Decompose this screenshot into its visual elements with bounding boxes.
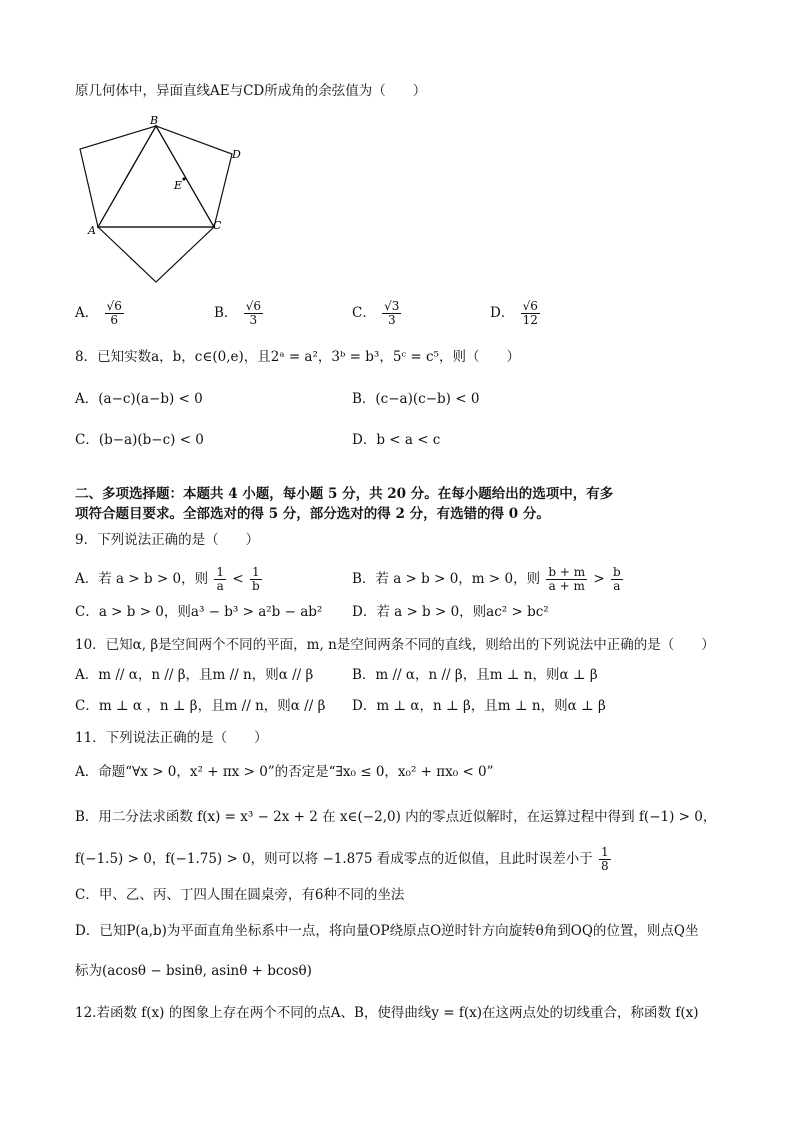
q9-option-b[interactable] xyxy=(352,566,625,593)
point-e xyxy=(182,177,185,180)
fraction: $\frac{√3}{3}$ xyxy=(384,299,400,327)
q10-option-b[interactable]: B．m // α，n // β，且m ⊥ n，则α ⊥ β xyxy=(352,667,598,683)
q11-option-b[interactable]: B．用二分法求函数 f(x) = x³ − 2x + 2 在 x∈(−2,0) 内的零点近似解时，在运算过程中得到 f(−1) > 0， xyxy=(75,809,717,825)
option-key: B． xyxy=(214,305,238,321)
q9-option-c[interactable]: C．a > b > 0，则a³ − b³ > a²b − ab² xyxy=(75,604,323,620)
q8-option-b[interactable]: B．(c−a)(c−b) < 0 xyxy=(352,391,480,407)
q7-option-a[interactable] xyxy=(75,300,126,327)
option-text: f(−1.5) > 0，f(−1.75) > 0，则可以将 −1.875 看成零点的近似值，且此时误差小于 xyxy=(75,851,593,867)
q8-option-a[interactable]: A．(a−c)(a−b) < 0 xyxy=(75,391,203,407)
q11-option-c[interactable]: C．甲、乙、丙、丁四人围在圆桌旁，有6种不同的坐法 xyxy=(75,887,405,903)
q10-option-a[interactable]: A．m // α，n // β，且m // n，则α // β xyxy=(75,667,314,683)
option-key: D． xyxy=(490,305,515,321)
option-text: A．若 a > b > 0，则 xyxy=(75,571,209,587)
operator: < xyxy=(232,571,244,587)
right-face xyxy=(156,126,232,227)
label-c: C xyxy=(213,219,222,232)
option-text: B．若 a > b > 0，m > 0，则 xyxy=(352,571,541,587)
fraction: $\frac{1}{a}$ xyxy=(216,565,225,593)
q9-option-d[interactable]: D．若 a > b > 0，则ac² > bc² xyxy=(352,604,549,620)
q11-option-b-cont xyxy=(75,846,613,873)
label-b: B xyxy=(150,114,159,127)
bottom-face xyxy=(98,227,214,282)
q7-option-b[interactable] xyxy=(214,300,265,327)
option-key: C． xyxy=(352,305,376,321)
operator: > xyxy=(593,571,605,587)
fraction: $\frac{√6}{6}$ xyxy=(106,299,122,327)
q11-stem: 11．下列说法正确的是（ ） xyxy=(75,730,268,746)
option-key: A． xyxy=(75,305,99,321)
fraction: $\frac{√6}{12}$ xyxy=(522,299,538,327)
section-2-heading-cont: 项符合题目要求。全部选对的得 5 分，部分选对的得 2 分，有选错的得 0 分。 xyxy=(75,506,550,522)
q9-option-a[interactable] xyxy=(75,566,264,593)
label-d: D xyxy=(232,148,241,161)
geometry-figure xyxy=(70,112,260,287)
q11-option-d[interactable]: D．已知P(a,b)为平面直角坐标系中一点，将向量OP绕原点O逆时针方向旋转θ角到OQ的位置，则点Q坐 xyxy=(75,923,699,939)
left-face xyxy=(80,126,156,227)
q7-stem: 原几何体中，异面直线AE与CD所成角的余弦值为（ ） xyxy=(75,83,427,99)
q11-option-d-cont: 标为(acosθ − bsinθ, asinθ + bcosθ) xyxy=(75,963,312,979)
q10-option-c[interactable]: C．m ⊥ α ，n ⊥ β，且m // n，则α // β xyxy=(75,698,326,714)
q7-option-c[interactable] xyxy=(352,300,403,327)
q8-option-d[interactable]: D．b < a < c xyxy=(352,432,441,448)
label-e: E xyxy=(174,179,183,192)
q12-stem: 12.若函数 f(x) 的图象上存在两个不同的点A、B，使得曲线y = f(x)在这两点处的切线重合，称函数 f(x) xyxy=(75,1005,699,1021)
fraction: $\frac{1}{b}$ xyxy=(251,565,260,593)
q9-stem: 9．下列说法正确的是（ ） xyxy=(75,532,260,548)
fraction: $\frac{1}{8}$ xyxy=(601,845,609,873)
q10-option-d[interactable]: D．m ⊥ α，n ⊥ β，且m ⊥ n，则α ⊥ β xyxy=(352,698,606,714)
q11-option-a[interactable]: A．命题“∀x > 0，x² + πx > 0”的否定是“∃x₀ ≤ 0，x₀² + πx₀ < 0” xyxy=(75,764,494,780)
fraction: $\frac{√6}{3}$ xyxy=(245,299,261,327)
q8-option-c[interactable]: C．(b−a)(b−c) < 0 xyxy=(75,432,204,448)
q10-stem: 10．已知α, β是空间两个不同的平面，m, n是空间两条不同的直线，则给出的下列说法中正确的是（ ） xyxy=(75,637,715,653)
q8-stem: 8．已知实数a，b，c∈(0,e)，且2ᵃ = a²，3ᵇ = b³，5ᶜ = c⁵，则（ ） xyxy=(75,349,520,365)
q7-option-d[interactable] xyxy=(490,300,542,327)
label-a: A xyxy=(88,224,96,237)
fraction: $\frac{b}{a}$ xyxy=(613,565,621,593)
fraction: $\frac{b + m}{a + m}$ xyxy=(548,565,586,593)
section-2-heading: 二、多项选择题：本题共 4 小题，每小题 5 分，共 20 分。在每小题给出的选项中，有多 xyxy=(75,486,614,502)
